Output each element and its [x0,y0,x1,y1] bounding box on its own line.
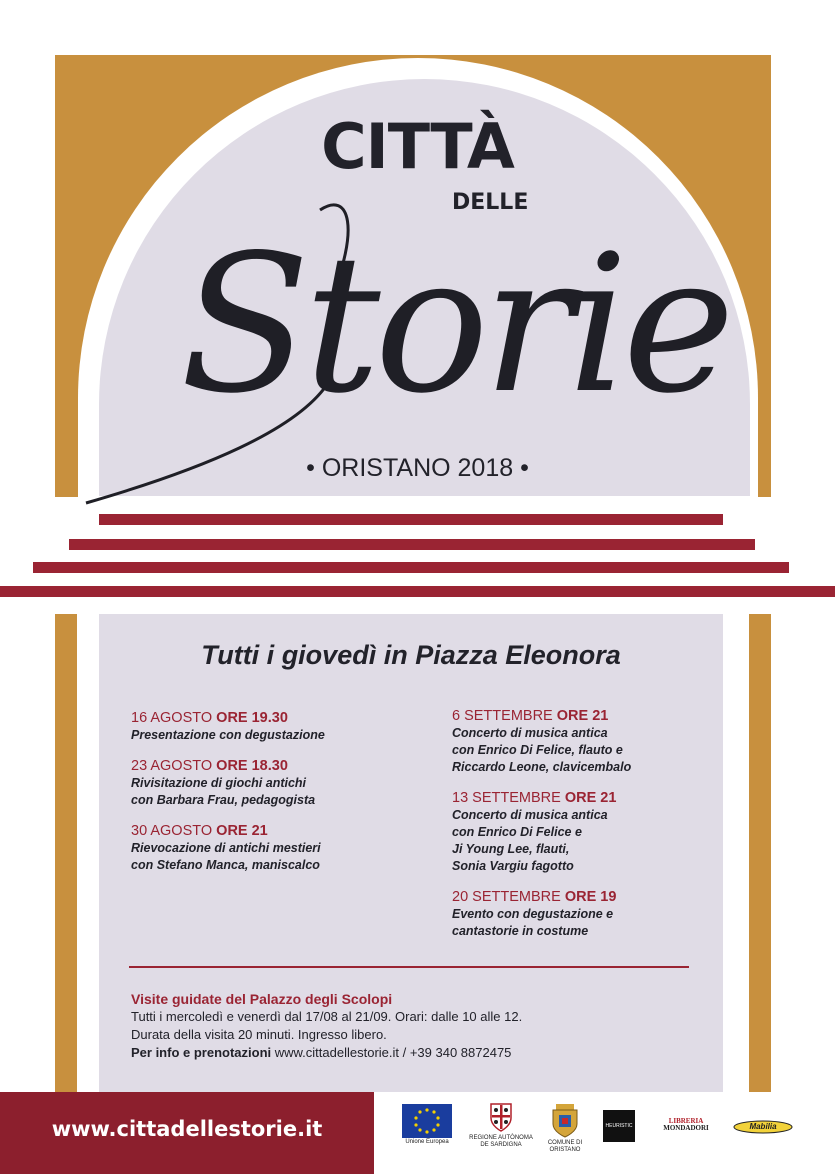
event-date: 23 AGOSTO ORE 18.30 [131,758,288,774]
sardegna-caption-1: REGIONE AUTÒNOMA [469,1135,533,1141]
guided-visits-schedule: Tutti i mercoledì e venerdì dal 17/08 al 21/09. Orari: dalle 10 alle 12. [131,1009,523,1024]
eu-flag-icon [402,1104,452,1138]
program-heading: Tutti i giovedì in Piazza Eleonora [201,640,621,670]
guided-visits-duration: Durata della visita 20 minuti. Ingresso libero. [131,1027,387,1042]
event-date: 6 SETTEMBRE ORE 21 [452,708,609,724]
mabilia-text: Mabilia [749,1122,777,1131]
event-item [131,757,431,809]
sardegna-caption-2: DE SARDIGNA [480,1142,522,1148]
event-description: Concerto di musica antica con Enrico Di Felice, flauto e Riccardo Leone, clavicembalo [452,726,632,774]
title-citta: CITTÀ [321,110,514,183]
info-label: Per info e prenotazioni [131,1045,272,1060]
guided-visits-title: Visite guidate del Palazzo degli Scolopi [131,991,393,1007]
title-delle: DELLE [452,190,529,215]
oristano-caption-1: COMUNE DI [547,1140,583,1146]
stripe-1 [99,514,723,525]
guided-visits [131,990,721,1062]
events-column-left [131,709,431,887]
eu-caption: Unione Europea [405,1139,449,1145]
event-description: Evento con degustazione e cantastorie in costume [452,907,614,938]
libreria-text-2: MONDADORI [663,1124,709,1132]
event-item [452,888,722,940]
libreria-text-1: LIBRERIA [668,1117,704,1125]
website-link[interactable]: www.cittadellestorie.it [51,1117,323,1141]
subtitle-oristano: • ORISTANO 2018 • [306,454,529,482]
title-storie: Storie [180,214,729,435]
heuristic-text: HEURISTIC [605,1123,633,1129]
column-left [55,614,77,1092]
event-item [131,709,431,744]
stripe-2 [69,539,755,550]
info-contacts: www.cittadellestorie.it / +39 340 8872475 [271,1045,512,1060]
sardegna-crest-icon [488,1102,514,1132]
events-column-right [452,707,722,953]
guided-visits-info [131,1044,721,1062]
event-description: Concerto di musica antica con Enrico Di Felice e Ji Young Lee, flauti, Sonia Vargiu fagotto [452,808,608,873]
sponsor-logos [400,1102,820,1162]
event-date: 20 SETTEMBRE ORE 19 [452,889,617,905]
oristano-caption-2: ORISTANO [549,1147,581,1153]
stripe-3 [33,562,789,573]
event-date: 13 SETTEMBRE ORE 21 [452,790,617,806]
event-item [452,707,722,776]
event-date: 16 AGOSTO ORE 19.30 [131,710,288,726]
event-item [452,789,722,875]
column-right [749,614,771,1092]
event-description: Rivisitazione di giochi antichi con Barbara Frau, pedagogista [131,776,316,807]
event-description: Presentazione con degustazione [131,728,325,742]
stripe-4 [0,586,835,597]
event-description: Rievocazione di antichi mestieri con Stefano Manca, maniscalco [131,841,321,872]
event-item [131,822,431,874]
divider [129,966,689,968]
oristano-crest-icon [550,1104,580,1138]
event-date: 30 AGOSTO ORE 21 [131,823,268,839]
